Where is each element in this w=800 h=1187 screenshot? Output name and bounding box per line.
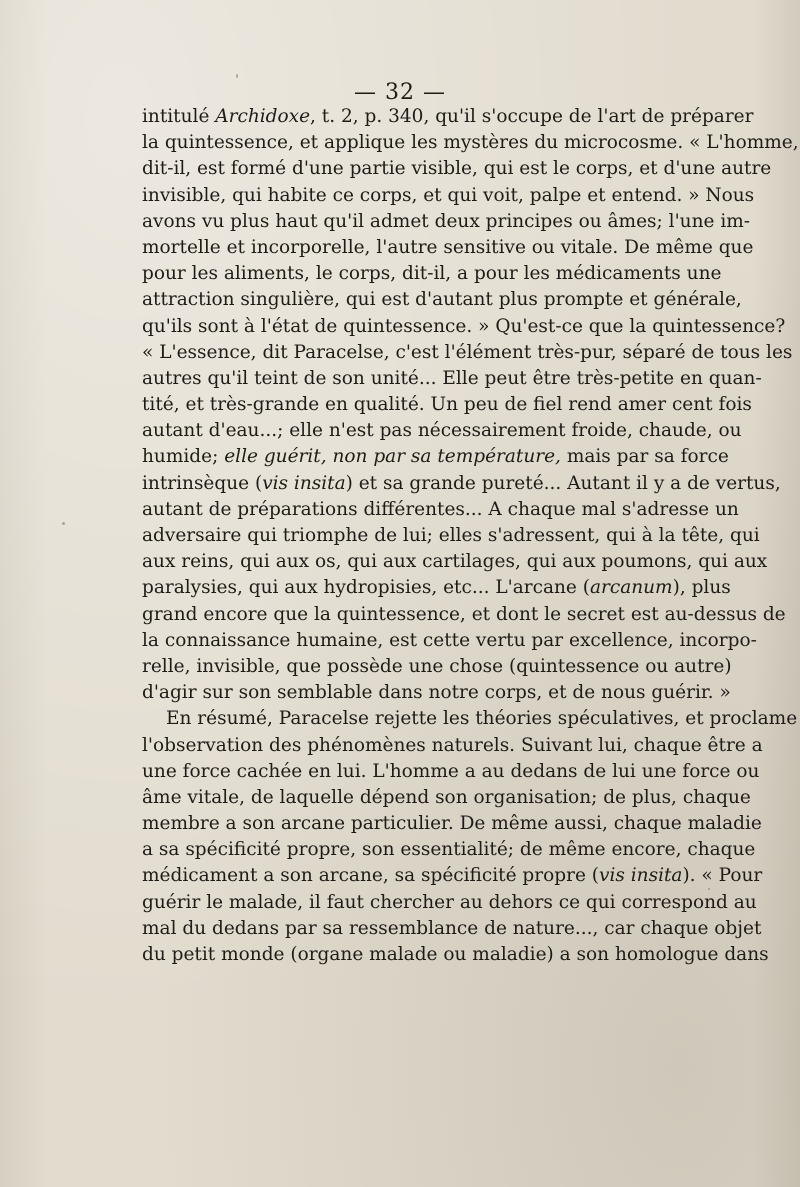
text-segment: paralysies, qui aux hydropisies, etc... L'arcane ( <box>142 577 590 599</box>
text-segment: pour les aliments, le corps, dit-il, a pour les médicaments une <box>142 263 722 285</box>
text-line <box>142 130 799 156</box>
text-segment: attraction singulière, qui est d'autant plus prompte et générale, <box>142 289 742 311</box>
text-segment: guérir le malade, il faut chercher au dehors ce qui correspond au <box>142 891 757 913</box>
text-segment: ). « Pour <box>682 865 763 887</box>
text-line <box>142 183 755 209</box>
text-segment: du petit monde (organe malade ou maladie) a son homologue dans <box>142 944 769 965</box>
text-line <box>142 392 752 418</box>
text-line <box>142 497 739 523</box>
italic-segment: vis insita <box>599 865 683 887</box>
text-line <box>142 654 732 680</box>
text-line <box>142 523 760 549</box>
text-segment: mais par sa force <box>560 446 729 468</box>
text-line <box>142 209 751 235</box>
paper-speck <box>62 522 65 525</box>
text-segment: intrinsèque ( <box>142 472 263 494</box>
text-segment: membre a son arcane particulier. De même aussi, chaque maladie <box>142 813 762 835</box>
text-line <box>142 261 722 287</box>
text-line <box>142 287 742 313</box>
text-line <box>142 314 786 340</box>
text-line <box>142 942 769 968</box>
text-segment: En résumé, Paracelse rejette les théories spéculatives, et proclame <box>166 708 798 730</box>
text-line <box>142 444 729 470</box>
text-segment: mal du dedans par sa ressemblance de nature..., car chaque objet <box>142 917 762 939</box>
italic-segment: Archidoxe <box>215 106 311 127</box>
text-line <box>142 733 763 759</box>
text-segment: la quintessence, et applique les mystères du microcosme. « L'homme, <box>142 132 799 154</box>
text-segment: d'agir sur son semblable dans notre corps, et de nous guérir. » <box>142 682 731 704</box>
text-segment: âme vitale, de laquelle dépend son organisation; de plus, chaque <box>142 786 751 808</box>
text-line <box>142 811 762 837</box>
text-line <box>142 549 768 575</box>
text-segment: ), plus <box>672 577 731 599</box>
text-segment: a sa spécificité propre, son essentialité; de même encore, chaque <box>142 839 756 861</box>
text-segment: intitulé <box>142 106 216 127</box>
text-segment: tité, et très-grande en qualité. Un peu de fiel rend amer cent fois <box>142 394 752 416</box>
text-line <box>142 602 786 628</box>
text-line <box>142 916 762 942</box>
text-line <box>142 366 762 392</box>
text-segment: une force cachée en lui. L'homme a au dedans de lui une force ou <box>142 760 760 782</box>
text-segment: dit-il, est formé d'une partie visible, qui est le corps, et d'une autre <box>142 158 772 180</box>
text-line <box>142 471 781 497</box>
text-segment: l'observation des phénomènes naturels. Suivant lui, chaque être a <box>142 734 763 756</box>
italic-segment: arcanum <box>589 577 673 599</box>
text-segment: invisible, qui habite ce corps, et qui voit, palpe et entend. » Nous <box>142 184 755 206</box>
text-segment: « L'essence, dit Paracelse, c'est l'élément très-pur, séparé de tous les <box>142 341 793 363</box>
italic-segment: elle guérit, non par sa température, <box>224 446 561 468</box>
text-segment: aux reins, qui aux os, qui aux cartilages, qui aux poumons, qui aux <box>142 551 768 573</box>
text-line <box>142 628 757 654</box>
text-line <box>142 863 763 889</box>
text-segment: la connaissance humaine, est cette vertu par excellence, incorpo- <box>142 629 757 651</box>
text-segment: autant de préparations différentes... A chaque mal s'adresse un <box>142 498 739 520</box>
text-line <box>142 837 756 863</box>
text-segment: autres qu'il teint de son unité... Elle peut être très-petite en quan- <box>142 367 762 389</box>
paper-speck <box>236 74 238 78</box>
text-segment: adversaire qui triomphe de lui; elles s'adressent, qui à la tête, qui <box>142 525 760 546</box>
text-segment: humide; <box>142 446 225 468</box>
text-segment: avons vu plus haut qu'il admet deux principes ou âmes; l'une im- <box>142 210 751 232</box>
text-line <box>142 680 731 706</box>
text-segment: qu'ils sont à l'état de quintessence. » Qu'est-ce que la quintessence? <box>142 315 786 337</box>
text-segment: mortelle et incorporelle, l'autre sensitive ou vitale. De même que <box>142 236 754 258</box>
text-line <box>142 340 793 366</box>
page-number: — 32 — <box>354 80 446 105</box>
text-line <box>142 785 751 811</box>
italic-segment: vis insita <box>262 472 346 494</box>
text-segment: médicament a son arcane, sa spécificité propre ( <box>142 865 599 887</box>
text-segment: relle, invisible, que possède une chose (quintessence ou autre) <box>142 655 732 677</box>
text-line <box>142 418 742 444</box>
paper-speck <box>708 888 710 890</box>
text-line <box>142 235 754 261</box>
text-segment: grand encore que la quintessence, et dont le secret est au-dessus de <box>142 603 786 625</box>
text-line <box>142 104 754 130</box>
text-line <box>142 759 760 785</box>
text-line <box>142 890 757 916</box>
body-text <box>142 104 799 968</box>
text-line <box>142 706 798 732</box>
text-line <box>142 156 772 182</box>
text-segment: autant d'eau...; elle n'est pas nécessairement froide, chaude, ou <box>142 420 742 442</box>
text-line <box>142 575 731 601</box>
text-segment: ) et sa grande pureté... Autant il y a de vertus, <box>345 472 781 494</box>
text-segment: , t. 2, p. 340, qu'il s'occupe de l'art de préparer <box>310 106 754 127</box>
